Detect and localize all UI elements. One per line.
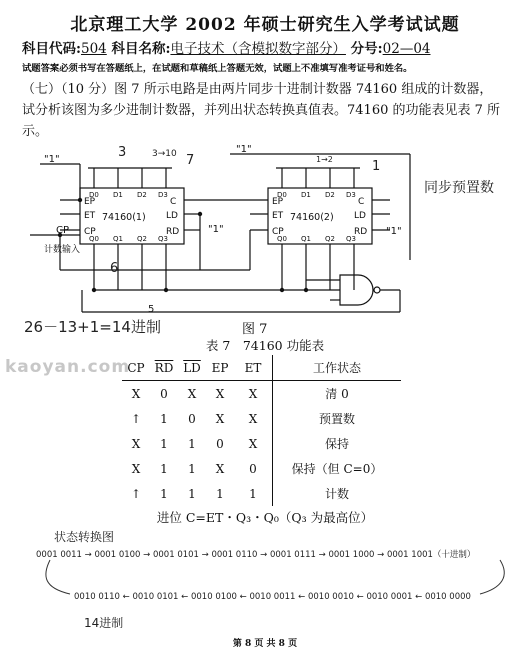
th-rd: $\overline{RD}$	[150, 355, 178, 381]
page-footer: 第 8 页 共 8 页	[232, 639, 298, 649]
cell: 1	[188, 461, 196, 476]
chip2-pin-cp: CP	[272, 227, 284, 237]
hand-seq-top: 0001 0011 → 0001 0100 → 0001 0101 → 0001 0110 → 0001 0111 → 0001 1000 → 0001 1001（十进制）	[36, 550, 476, 560]
table-row	[122, 381, 401, 407]
one-label-2: "1"	[236, 144, 252, 155]
chip2-label: 74160(2)	[290, 212, 334, 223]
circuit-figure	[0, 140, 530, 340]
name-label: 科目名称:	[111, 41, 171, 57]
cell: 1	[188, 486, 196, 501]
chip1-label: 74160(1)	[102, 212, 146, 223]
cell: 0	[216, 436, 224, 451]
cell: X	[131, 461, 141, 476]
chip2-d0: D0	[277, 191, 287, 199]
chip1-d1: D1	[113, 191, 123, 199]
cell: 1	[160, 436, 168, 451]
cell: 1	[188, 436, 196, 451]
cp-input-label: 计数输入	[44, 245, 81, 255]
cell: 计数	[324, 487, 349, 501]
chip1-pin-ld: LD	[166, 211, 178, 221]
cell: 0	[160, 386, 168, 401]
chip2-d2: D2	[325, 191, 335, 199]
table-row	[122, 456, 401, 481]
cell: X	[234, 406, 273, 431]
hand-calc: 26－13+1=14进制	[24, 318, 161, 336]
hand-1-2: 1→2	[316, 155, 333, 164]
chip2-pin-rd: RD	[354, 227, 368, 237]
chip1-pin-et: ET	[84, 211, 96, 221]
th-state: 工作状态	[273, 355, 402, 381]
cell: ↑	[130, 411, 142, 426]
chip1-d0: D0	[89, 191, 99, 199]
table-header-row	[122, 355, 401, 381]
chip1-pin-c: C	[170, 197, 177, 207]
exam-notice: 试题答案必须书写在答题纸上，在试题和草稿纸上答题无效，试题上不准填写准考证号和姓名。	[22, 63, 413, 74]
chip2-pin-ld: LD	[354, 211, 366, 221]
hand-seq-bottom: 0010 0110 ← 0010 0101 ← 0010 0100 ← 0010 0011 ← 0010 0010 ← 0010 0001 ← 0010 0000	[74, 592, 471, 602]
cell: 保持	[324, 437, 349, 451]
watermark: kaoyan.com	[5, 357, 131, 377]
cell: 清 0	[325, 387, 349, 401]
table-row	[122, 406, 401, 431]
chip1-q1: Q1	[113, 235, 123, 243]
cell: X	[234, 381, 273, 407]
table-title: 表 7 74160 功能表	[205, 338, 325, 353]
cell: ↑	[130, 486, 142, 501]
cell: 0	[234, 456, 273, 481]
chip2-d3: D3	[346, 191, 356, 199]
hand-7: 7	[186, 153, 195, 168]
cell: 1	[160, 486, 168, 501]
th-et: ET	[234, 355, 273, 381]
table-row	[122, 431, 401, 456]
hand-3: 3	[118, 145, 127, 160]
one-label-3: "1"	[208, 224, 224, 235]
name-value: 电子技术（含模拟数字部分）	[170, 41, 346, 57]
cell: 0	[188, 411, 196, 426]
function-table	[122, 355, 401, 506]
cp-label: CP	[56, 225, 70, 236]
chip1-q2: Q2	[137, 235, 147, 243]
hand-6: 6	[110, 261, 119, 276]
hand-1: 1	[372, 159, 381, 174]
chip2-pin-c: C	[358, 197, 365, 207]
question-text: （七）（10 分）图 7 所示电路是由两片同步十进制计数器 74160 组成的计数器，试分析该图为多少进制计数器，并列出状态转换真值表。74160 的功能表见表 7 所示。	[22, 82, 501, 139]
hand-state-label: 状态转换图	[54, 530, 115, 544]
th-cp: CP	[122, 355, 150, 381]
carry-formula: 进位 C=ET・Q₃・Q₀（Q₃ 为最高位）	[156, 510, 374, 525]
chip1-q3: Q3	[158, 235, 168, 243]
cell: 1	[216, 486, 224, 501]
chip2-pin-et: ET	[272, 211, 284, 221]
th-ld: $\overline{LD}$	[178, 355, 206, 381]
subject-line	[22, 37, 431, 57]
figure-caption: 图 7	[242, 322, 268, 337]
part-label: 分号:	[350, 41, 383, 57]
hand-result: 14进制	[84, 616, 124, 630]
table-row	[122, 481, 401, 506]
code-value: 504	[80, 41, 107, 57]
cell: X	[187, 386, 197, 401]
chip2-d1: D1	[301, 191, 311, 199]
hand-5: 5	[148, 304, 155, 315]
cell: 1	[234, 481, 273, 506]
hand-side-note: 同步预置数	[424, 180, 494, 196]
cell: 保持（但 C=0）	[291, 462, 383, 476]
exam-title: 北京理工大学 2002 年硕士研究生入学考试试题	[70, 15, 460, 35]
chip1-q0: Q0	[89, 235, 99, 243]
chip1-d2: D2	[137, 191, 147, 199]
chip2-q3: Q3	[346, 235, 356, 243]
chip1-pin-cp: CP	[84, 227, 96, 237]
one-label-1: "1"	[44, 154, 60, 165]
code-label: 科目代码:	[22, 41, 81, 57]
nand-gate	[340, 275, 373, 305]
cell: 1	[160, 411, 168, 426]
cell: 预置数	[318, 412, 355, 426]
cell: 1	[160, 461, 168, 476]
one-label-4: "1"	[386, 226, 402, 237]
chip2-q1: Q1	[301, 235, 311, 243]
cell: X	[215, 386, 225, 401]
chip2-pin-ep: EP	[272, 197, 284, 207]
hand-3-10: 3→10	[152, 149, 177, 159]
chip2-q2: Q2	[325, 235, 335, 243]
th-ep: EP	[206, 355, 234, 381]
cell: X	[234, 431, 273, 456]
cell: X	[215, 411, 225, 426]
cell: X	[131, 436, 141, 451]
chip1-pin-rd: RD	[166, 227, 180, 237]
chip1-d3: D3	[158, 191, 168, 199]
cell: X	[131, 386, 141, 401]
chip1-pin-ep: EP	[84, 197, 96, 207]
part-value: 02—04	[382, 41, 431, 57]
cell: X	[215, 461, 225, 476]
chip2-q0: Q0	[277, 235, 287, 243]
